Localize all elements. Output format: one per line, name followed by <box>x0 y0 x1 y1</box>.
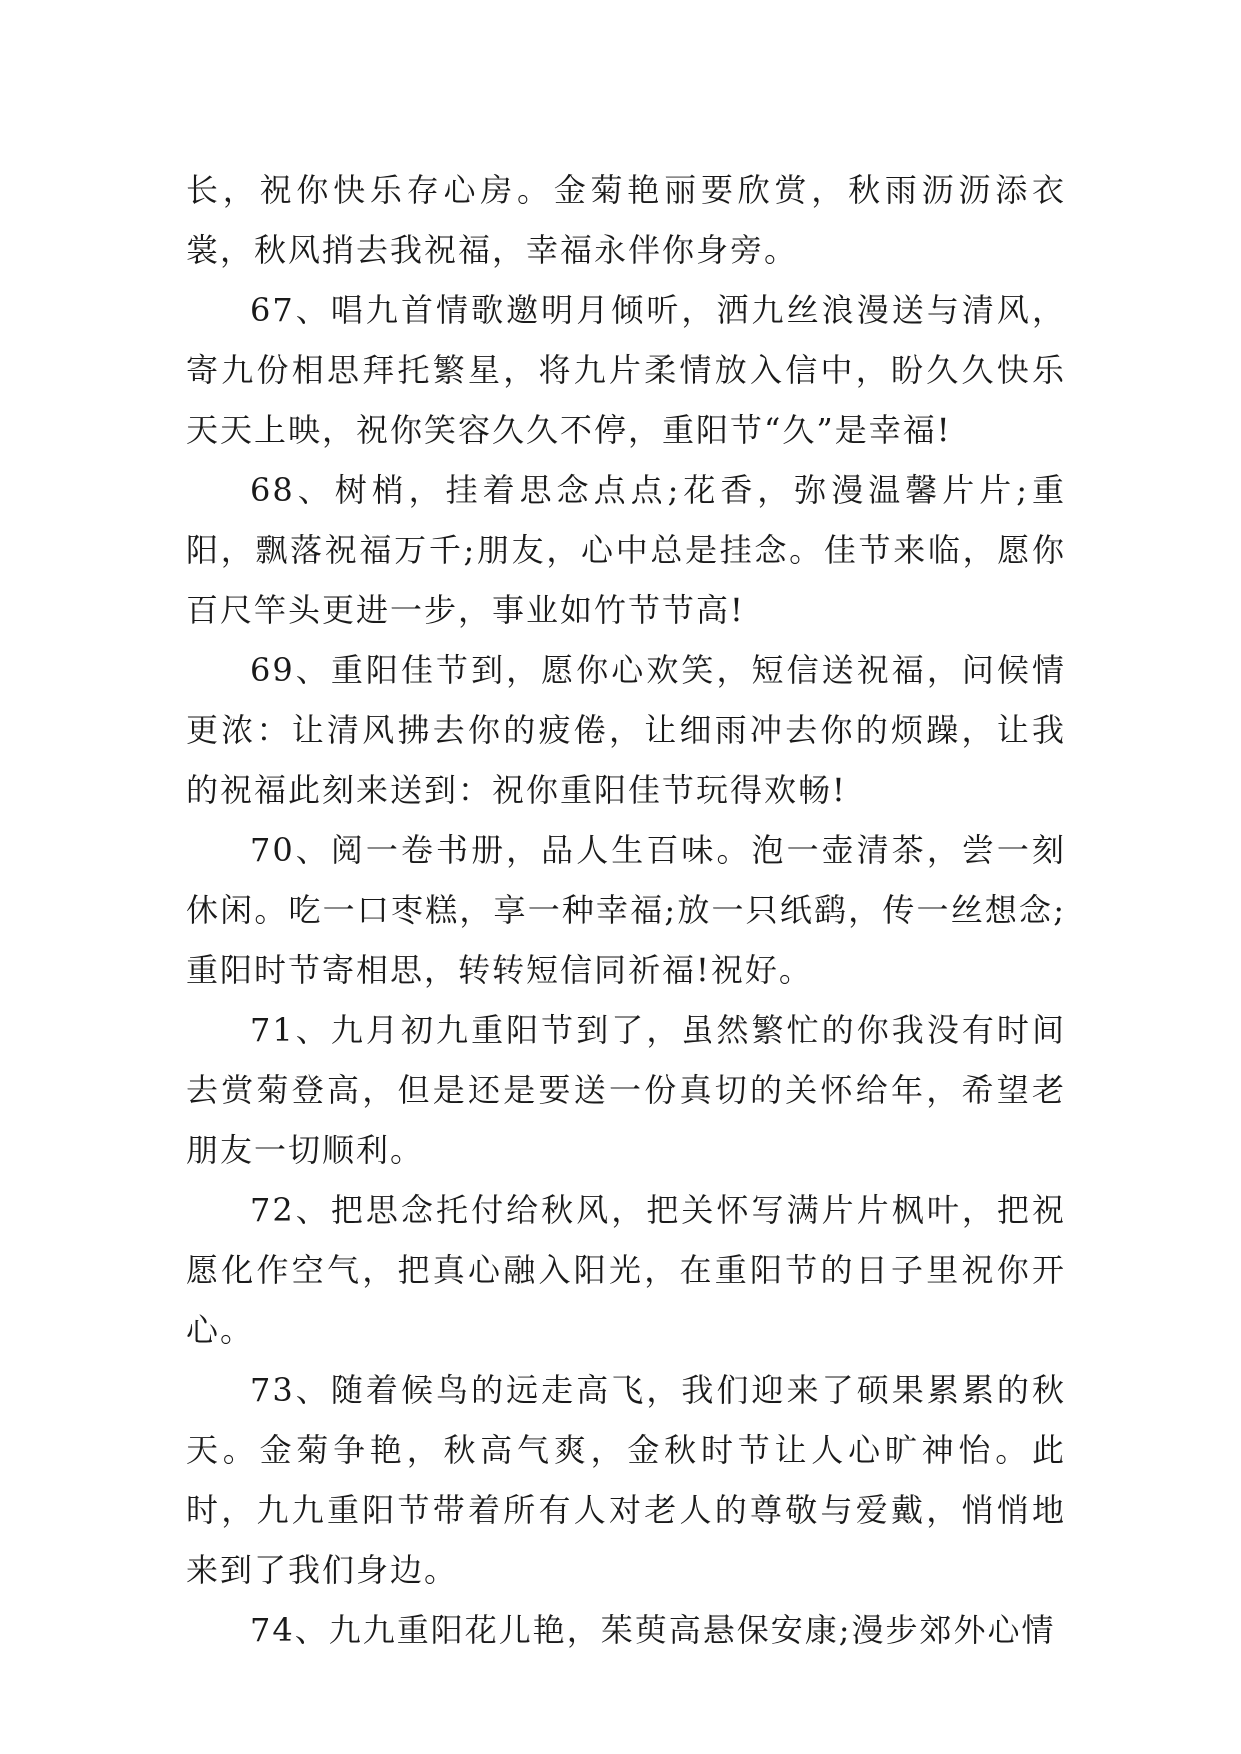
paragraph-67: 67、唱九首情歌邀明月倾听，洒九丝浪漫送与清风，寄九份相思拜托繁星，将九片柔情放入信中，盼久久快乐天天上映，祝你笑容久久不停，重阳节“久”是幸福! <box>186 291 1066 449</box>
paragraph-72: 72、把思念托付给秋风，把关怀写满片片枫叶，把祝愿化作空气，把真心融入阳光，在重阳节的日子里祝你开心。 <box>186 1191 1066 1349</box>
paragraph-71: 71、九月初九重阳节到了，虽然繁忙的你我没有时间去赏菊登高，但是还是要送一份真切的关怀给年，希望老朋友一切顺利。 <box>186 1011 1066 1169</box>
paragraph-74: 74、九九重阳花儿艳，茱萸高悬保安康;漫步郊外心情 <box>250 1611 1056 1649</box>
paragraph-continuation: 长，祝你快乐存心房。金菊艳丽要欣赏，秋雨沥沥添衣裳，秋风捎去我祝福，幸福永伴你身旁。 <box>186 171 1066 269</box>
paragraph-73: 73、随着候鸟的远走高飞，我们迎来了硕果累累的秋天。金菊争艳，秋高气爽，金秋时节让人心旷神怡。此时，九九重阳节带着所有人对老人的尊敬与爱戴，悄悄地来到了我们身边。 <box>186 1371 1066 1589</box>
paragraph-69: 69、重阳佳节到，愿你心欢笑，短信送祝福，问候情更浓：让清风拂去你的疲倦，让细雨冲去你的烦躁，让我的祝福此刻来送到：祝你重阳佳节玩得欢畅! <box>186 651 1066 809</box>
paragraph-70: 70、阅一卷书册，品人生百味。泡一壶清茶，尝一刻休闲。吃一口枣糕，享一种幸福;放一只纸鹞，传一丝想念;重阳时节寄相思，转转短信同祈福!祝好。 <box>186 831 1066 989</box>
paragraph-68: 68、树梢，挂着思念点点;花香，弥漫温馨片片;重阳，飘落祝福万千;朋友，心中总是挂念。佳节来临，愿你百尺竿头更进一步，事业如竹节节高! <box>186 471 1066 629</box>
document-body <box>186 160 1066 1660</box>
